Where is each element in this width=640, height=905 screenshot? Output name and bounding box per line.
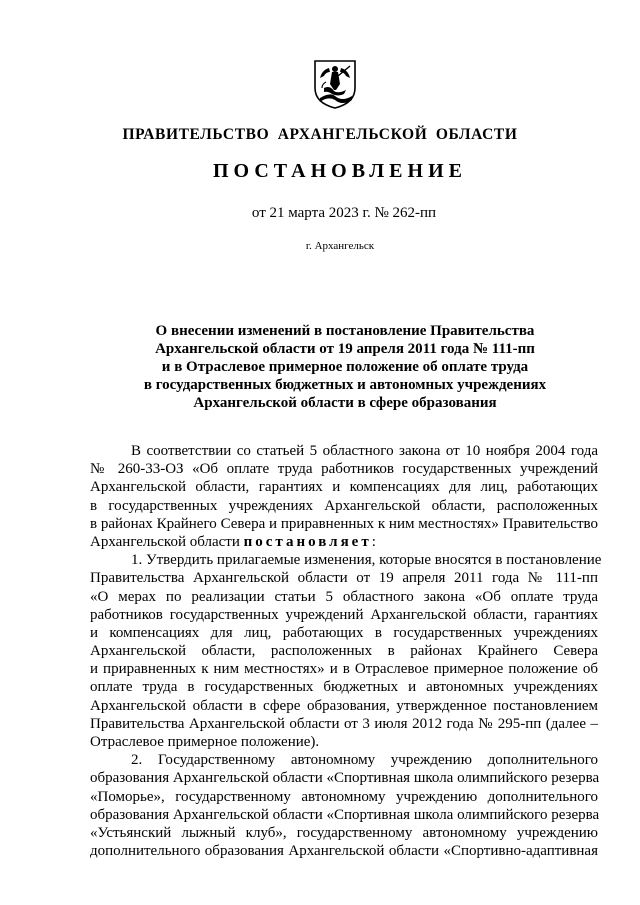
document-type: ПОСТАНОВЛЕНИЕ	[213, 160, 467, 182]
coat-of-arms-icon	[312, 58, 358, 110]
document-date-number: от 21 марта 2023 г. № 262-пп	[251, 205, 437, 221]
body-line: и компенсациях для лиц, работающих в государственных учреждениях	[90, 624, 598, 641]
body-line: Правительства Архангельской области от 19 апреля 2011 года № 111-пп	[90, 570, 598, 587]
body-line: Архангельской области в сфере образования, утвержденное постановлением	[90, 697, 598, 714]
document-city: г. Архангельск	[305, 240, 375, 252]
body-line: в районах Крайнего Севера и приравненных к ним местностях» Правительство	[90, 515, 598, 532]
document-subject	[90, 322, 600, 412]
body-line: В соответствии со статьей 5 областного закона от 10 ноября 2004 года	[131, 443, 598, 459]
body-line: в государственных учреждениях Архангельской области, расположенных	[90, 497, 598, 514]
body-line: Правительства Архангельской области от 3 июля 2012 года № 295-пп (далее –	[90, 715, 598, 732]
body-line-text: Архангельской области	[90, 533, 240, 550]
body-line-resolves	[90, 533, 598, 551]
body-line: Отраслевое примерное положение).	[90, 734, 320, 750]
subject-line: О внесении изменений в постановление Правительства	[155, 323, 535, 339]
body-line: Архангельской области, гарантиях и компенсациях для лиц, работающих	[90, 479, 598, 496]
body-line: Архангельской области, расположенных в районах Крайнего Севера	[90, 643, 598, 660]
body-line: образования Архангельской области «Спортивная школа олимпийского резерва	[90, 806, 600, 823]
document-body	[90, 442, 602, 860]
body-line: дополнительного образования Архангельской области «Спортивно-адаптивная	[90, 843, 598, 860]
resolves-word: постановляет	[243, 533, 372, 550]
body-line: 1. Утвердить прилагаемые изменения, которые вносятся в постановление	[131, 552, 602, 569]
subject-line: Архангельской области в сфере образования	[193, 395, 497, 411]
body-line: образования Архангельской области «Спортивная школа олимпийского резерва	[90, 770, 600, 787]
resolves-colon: :	[371, 533, 376, 550]
subject-line: в государственных бюджетных и автономных учреждениях	[143, 377, 547, 393]
subject-line: Архангельской области от 19 апреля 2011 года № 111-пп	[155, 341, 535, 357]
issuing-authority: ПРАВИТЕЛЬСТВО АРХАНГЕЛЬСКОЙ ОБЛАСТИ	[122, 126, 518, 143]
body-line: № 260-33-ОЗ «Об оплате труда работников государственных учреждений	[90, 461, 598, 478]
body-line: «Поморье», государственному автономному учреждению дополнительного	[90, 788, 598, 805]
subject-line: и в Отраслевое примерное положение об оплате труда	[161, 359, 529, 375]
body-line: «О мерах по реализации статьи 5 областного закона «Об оплате труда	[90, 588, 598, 605]
body-line: «Устьянский лыжный клуб», государственному автономному учреждению	[90, 824, 598, 841]
body-line: оплате труда в государственных бюджетных и автономных учреждениях	[90, 679, 598, 696]
body-line: работников государственных учреждений Архангельской области, гарантиях	[90, 606, 598, 623]
body-line: и приравненных к ним местностях» и в Отраслевое примерное положение об	[90, 661, 598, 678]
body-line: 2. Государственному автономному учреждению дополнительного	[131, 752, 598, 769]
